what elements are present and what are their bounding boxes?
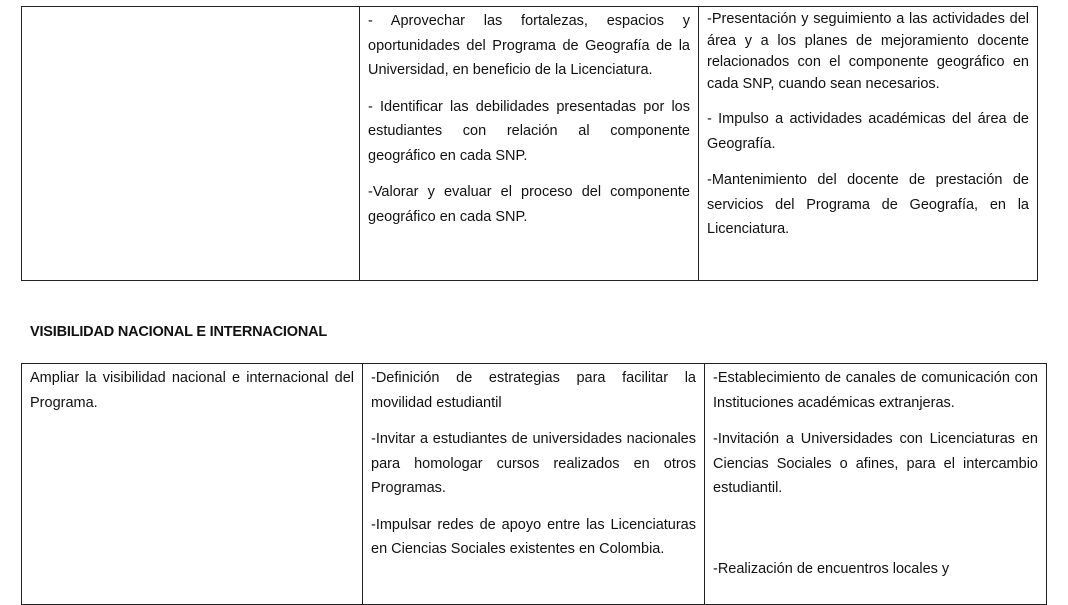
top-action-1: -Presentación y seguimiento a las actividades del área y a los planes de mejoramiento docente relacionados con el componente geográfico en cada SNP, cuando sean necesarios. <box>707 11 1029 92</box>
top-table-col2-cell <box>360 7 699 281</box>
top-table <box>21 6 1038 281</box>
top-strategy-1: - Aprovechar las fortalezas, espacios y oportunidades del Programa de Geografía de la Universidad, en beneficio de la Licenciatura. <box>368 13 690 78</box>
bottom-strategy-3: -Impulsar redes de apoyo entre las Licenciaturas en Ciencias Sociales existentes en Colombia. <box>371 516 696 557</box>
top-table-col1-cell <box>22 7 360 281</box>
bottom-table-col1-cell <box>22 364 363 605</box>
bottom-table-col3-cell <box>705 364 1047 605</box>
bottom-table <box>21 363 1047 605</box>
bottom-table-col2-cell <box>363 364 705 605</box>
section-heading: VISIBILIDAD NACIONAL E INTERNACIONAL <box>30 324 328 340</box>
bottom-action-2: -Invitación a Universidades con Licenciaturas en Ciencias Sociales o afines, para el intercambio estudiantil. <box>713 431 1038 496</box>
top-strategy-3: -Valorar y evaluar el proceso del componente geográfico en cada SNP. <box>368 184 690 225</box>
top-action-2: - Impulso a actividades académicas del área de Geografía. <box>707 111 1029 152</box>
bottom-objective: Ampliar la visibilidad nacional e internacional del Programa. <box>30 370 354 411</box>
table-row <box>22 7 1038 281</box>
bottom-action-3: -Realización de encuentros locales y <box>713 560 950 577</box>
bottom-strategy-1: -Definición de estrategias para facilitar la movilidad estudiantil <box>371 370 696 411</box>
bottom-action-1: -Establecimiento de canales de comunicación con Instituciones académicas extranjeras. <box>713 370 1038 411</box>
bottom-strategy-2: -Invitar a estudiantes de universidades nacionales para homologar cursos realizados en otros Programas. <box>371 431 696 496</box>
top-action-3: -Mantenimiento del docente de prestación de servicios del Programa de Geografía, en la Licenciatura. <box>707 172 1029 237</box>
top-strategy-2: - Identificar las debilidades presentadas por los estudiantes con relación al componente geográfico en cada SNP. <box>368 98 690 164</box>
table-row <box>22 364 1047 605</box>
top-table-col3-cell <box>699 7 1038 281</box>
